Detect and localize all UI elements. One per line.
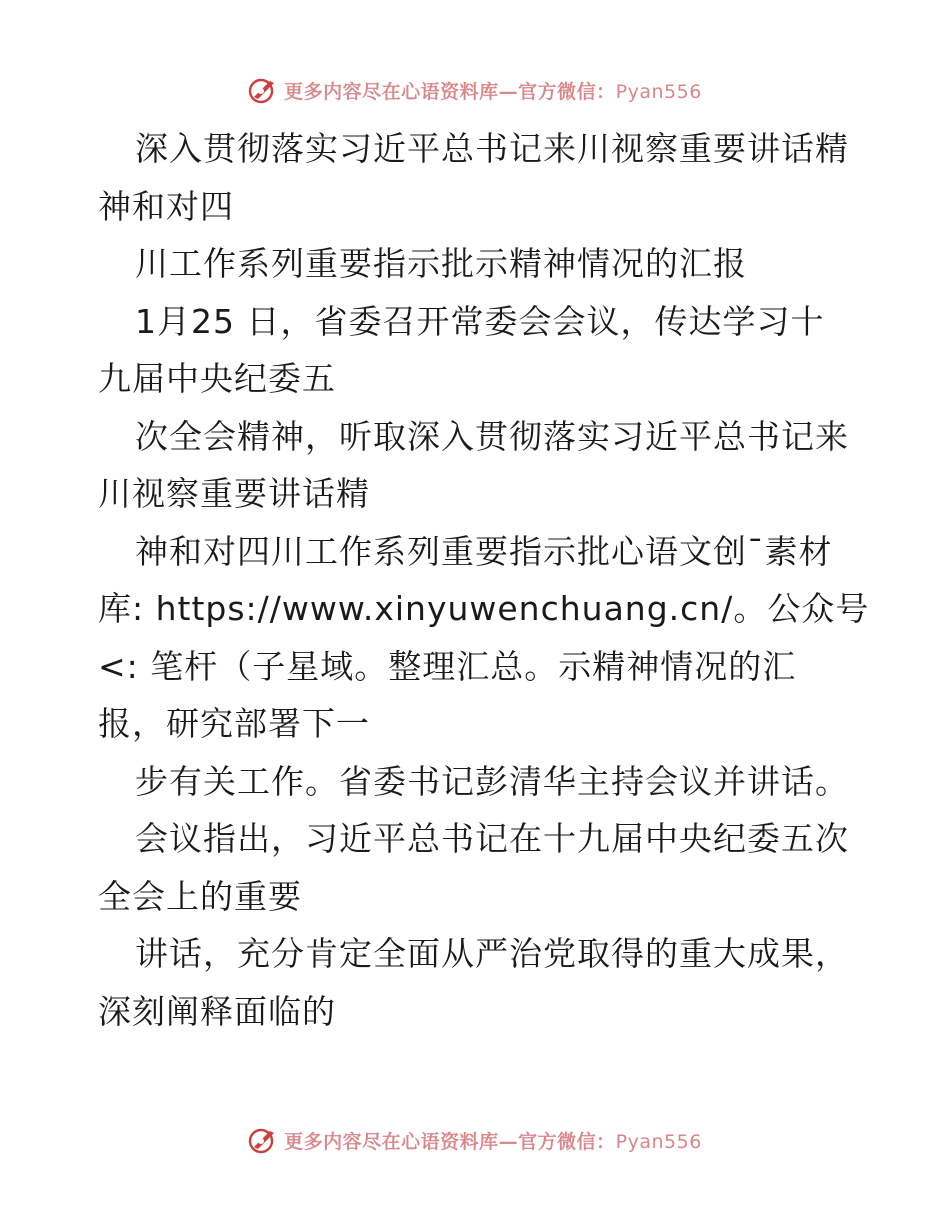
paragraph-line: 会议指出，习近平总书记在十九届中央纪委五次 (135, 819, 849, 858)
paragraph-line: 讲话，充分肯定全面从严治党取得的重大成果， (135, 934, 849, 973)
footer-watermark (0, 1120, 950, 1160)
watermark-wechat-id: Pyan556 (615, 80, 702, 103)
paragraph-line: 九届中央纪委五 (98, 359, 336, 398)
watermark-wechat-id: Pyan556 (615, 1130, 702, 1153)
paragraph-line: 报，研究部署下一 (98, 704, 370, 743)
paragraph-line: 步有关工作。省委书记彭清华主持会议并讲话。 (135, 761, 849, 801)
paragraph-line: 神和对四 (98, 186, 234, 226)
paragraph-line: <: 笔杆（子星域。整理汇总。示精神情况的汇 (98, 646, 797, 686)
paragraph-line: 全会上的重要 (98, 876, 302, 916)
watermark-text (284, 77, 702, 104)
pen-nib-icon (248, 1125, 278, 1155)
paragraph-line: 库: https://www.xinyuwenchuang.cn/。公众号 (98, 589, 870, 628)
document-body (98, 120, 870, 1040)
paragraph-line: 川工作系列重要指示批示精神情况的汇报 (135, 244, 747, 283)
paragraph-line: 深刻阐释面临的 (98, 991, 336, 1031)
paragraph-line: 次全会精神，听取深入贯彻落实习近平总书记来 (135, 416, 849, 456)
watermark (248, 1125, 702, 1155)
paragraph-line: 深入贯彻落实习近平总书记来川视察重要讲话精 (135, 129, 849, 168)
watermark (248, 75, 702, 105)
paragraph-line: 神和对四川工作系列重要指示批心语文创¯素材 (135, 531, 833, 571)
watermark-text (284, 1127, 702, 1154)
paragraph-line: 1月25 日，省委召开常委会会议，传达学习十 (135, 301, 825, 341)
header-watermark (0, 70, 950, 110)
paragraph-line: 川视察重要讲话精 (98, 474, 370, 513)
watermark-label: 更多内容尽在心语资料库—官方微信： (284, 80, 616, 103)
watermark-label: 更多内容尽在心语资料库—官方微信： (284, 1130, 616, 1153)
pen-nib-icon (248, 75, 278, 105)
